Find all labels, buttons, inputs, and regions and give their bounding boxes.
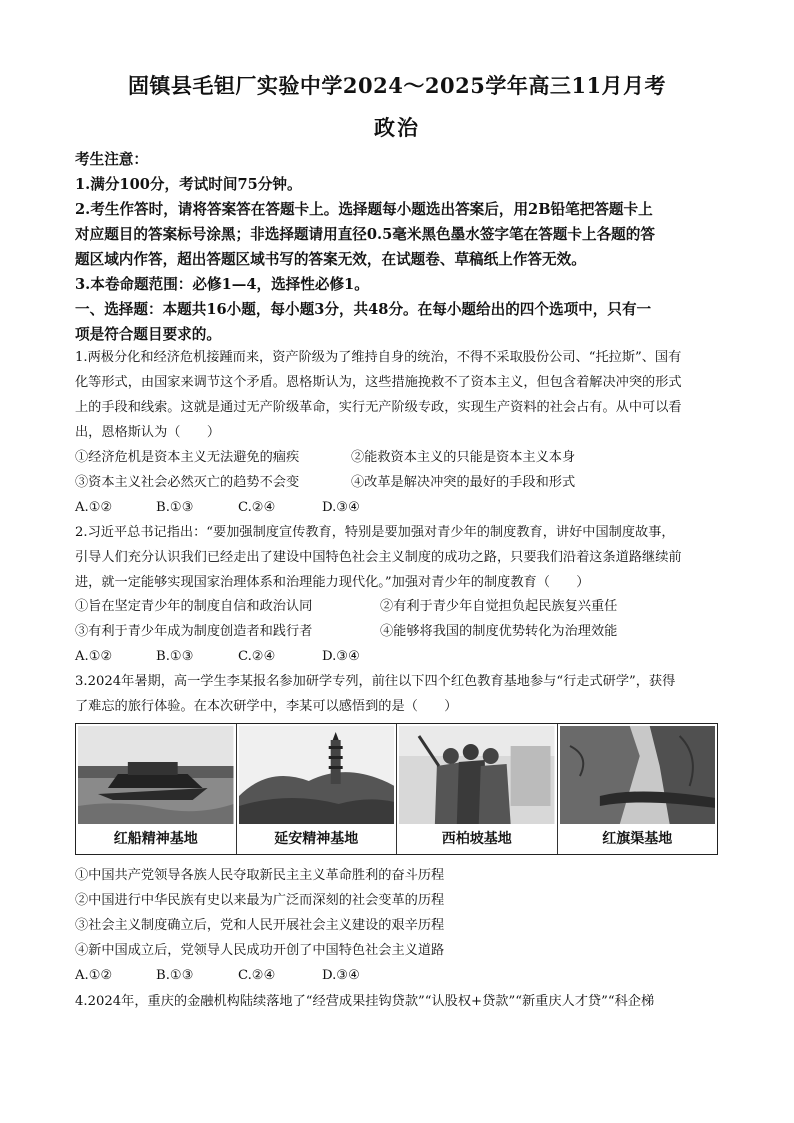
stem-line: 1.两极分化和经济危机接踵而来，资产阶级为了维持自身的统治，不得不采取股份公司、“托拉斯”、国有 — [75, 350, 682, 365]
section-heading-line: 一、选择题：本题共16小题，每小题3分，共48分。在每小题给出的四个选项中，只有一 — [75, 301, 652, 318]
choice-b[interactable]: B.①③ — [156, 500, 194, 515]
xibaipo-statue-image — [399, 726, 555, 824]
red-boat-image — [78, 726, 234, 824]
choice-c[interactable]: C.②④ — [238, 968, 276, 983]
notice-section — [75, 147, 723, 297]
question-3-stem — [75, 669, 723, 719]
question-2-options — [75, 594, 723, 644]
stem-line: 进，就一定能够实现国家治理体系和治理能力现代化。”加强对青少年的制度教育（ ） — [75, 575, 590, 590]
question-3-statements — [75, 863, 723, 963]
question-2-choices — [75, 644, 382, 669]
stem-line: 化等形式，由国家来调节这个矛盾。恩格斯认为，这些措施挽救不了资本主义，但包含着解决冲突的形式 — [75, 375, 682, 390]
stem-line: 引导人们充分认识我们已经走出了建设中国特色社会主义制度的成功之路，只要我们沿着这条道路继续前 — [75, 550, 682, 565]
choice-a[interactable]: A.①② — [75, 649, 113, 664]
notice-item: 题区域内作答，超出答题区域书写的答案无效，在试题卷、草稿纸上作答无效。 — [75, 251, 586, 268]
question-2-stem — [75, 520, 723, 595]
stem-line: 3.2024年暑期，高一学生李某报名参加研学专列，前往以下四个红色教育基地参与“行走式研学”，获得 — [75, 674, 676, 689]
option-2: ②有利于青少年自觉担负起民族复兴重任 — [380, 599, 618, 614]
photo-caption: 红船精神基地 — [113, 831, 198, 847]
section-heading-line: 项是符合题目要求的。 — [75, 326, 221, 343]
photo-caption: 红旗渠基地 — [602, 831, 673, 847]
exam-subject: 政治 — [374, 115, 420, 140]
statement: ②中国进行中华民族有史以来最为广泛而深刻的社会变革的历程 — [75, 893, 445, 908]
stem-line: 2.习近平总书记指出：“要加强制度宣传教育，特别是要加强对青少年的制度教育，讲好中国制度故事， — [75, 525, 675, 540]
hongqiqu-cliff-image — [560, 726, 716, 824]
choice-d[interactable]: D.③④ — [322, 500, 360, 515]
option-3: ③资本主义社会必然灭亡的趋势不会变 — [75, 475, 300, 490]
option-1: ①旨在坚定青少年的制度自信和政治认同 — [75, 599, 313, 614]
section-heading — [75, 297, 723, 347]
question-4-stem — [75, 989, 723, 1014]
notice-item: 对应题目的答案标号涂黑；非选择题请用直径0.5毫米黑色墨水签字笔在答题卡上各题的答 — [75, 226, 655, 243]
option-4: ④能够将我国的制度优势转化为治理效能 — [380, 624, 618, 639]
stem-line: 4.2024年，重庆的金融机构陆续落地了“经营成果挂钩贷款”“认股权+贷款”“新重庆人才贷”“科企梯 — [75, 994, 655, 1009]
photo-caption: 延安精神基地 — [274, 831, 359, 847]
red-base-photo-strip — [75, 723, 718, 855]
photo-caption: 西柏坡基地 — [441, 831, 512, 847]
choice-c[interactable]: C.②④ — [238, 500, 276, 515]
stem-line: 了难忘的旅行体验。在本次研学中，李某可以感悟到的是（ ） — [75, 699, 458, 714]
choice-a[interactable]: A.①② — [75, 500, 113, 515]
choice-c[interactable]: C.②④ — [238, 649, 276, 664]
option-1: ①经济危机是资本主义无法避免的痼疾 — [75, 450, 300, 465]
exam-title: 固镇县毛钽厂实验中学2024～2025学年高三11月月考 — [127, 73, 667, 98]
question-1-stem — [75, 345, 723, 445]
option-3: ③有利于青少年成为制度创造者和践行者 — [75, 624, 313, 639]
choice-a[interactable]: A.①② — [75, 968, 113, 983]
choice-d[interactable]: D.③④ — [322, 968, 360, 983]
question-3-choices — [75, 963, 382, 988]
notice-item: 1.满分100分，考试时间75分钟。 — [75, 176, 302, 193]
choice-d[interactable]: D.③④ — [322, 649, 360, 664]
yanan-pagoda-image — [239, 726, 395, 824]
statement: ①中国共产党领导各族人民夺取新民主主义革命胜利的奋斗历程 — [75, 868, 445, 883]
statement: ③社会主义制度确立后，党和人民开展社会主义建设的艰辛历程 — [75, 918, 445, 933]
notice-heading: 考生注意： — [75, 151, 148, 168]
statement: ④新中国成立后，党领导人民成功开创了中国特色社会主义道路 — [75, 943, 445, 958]
option-4: ④改革是解决冲突的最好的手段和形式 — [351, 475, 576, 490]
notice-item: 3.本卷命题范围：必修1—4，选择性必修1。 — [75, 276, 369, 293]
photo-yanan — [237, 724, 398, 854]
photo-xibaipo — [397, 724, 558, 854]
notice-item: 2.考生作答时，请将答案答在答题卡上。选择题每小题选出答案后，用2B铅笔把答题卡上 — [75, 201, 653, 218]
option-2: ②能救资本主义的只能是资本主义本身 — [351, 450, 576, 465]
stem-line: 出，恩格斯认为（ ） — [75, 425, 221, 440]
choice-b[interactable]: B.①③ — [156, 649, 194, 664]
choice-b[interactable]: B.①③ — [156, 968, 194, 983]
photo-hongqiqu — [558, 724, 718, 854]
stem-line: 上的手段和线索。这就是通过无产阶级革命，实行无产阶级专政，实现生产资料的社会占有。从中可以看 — [75, 400, 682, 415]
question-1-options — [75, 445, 723, 495]
photo-red-boat — [76, 724, 237, 854]
question-1-choices — [75, 495, 382, 520]
